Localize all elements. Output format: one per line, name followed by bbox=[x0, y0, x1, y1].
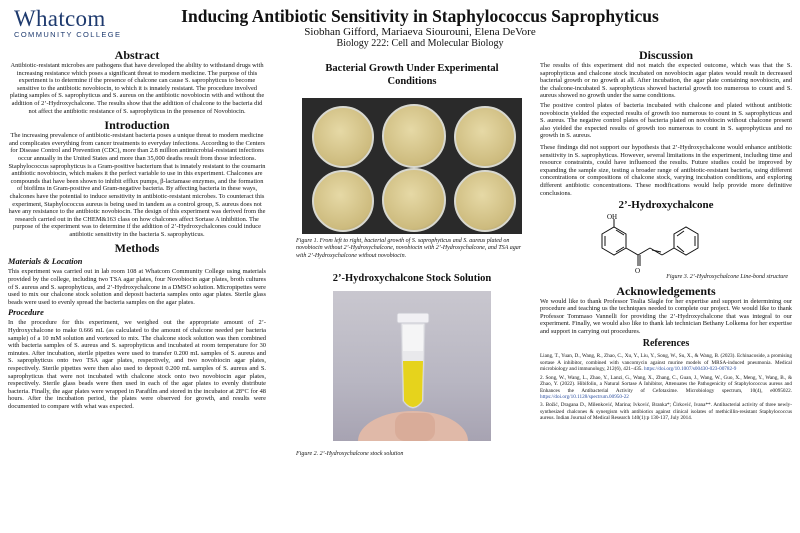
acknowledgements-text: We would like to thank Professor Tealia Slagle for her expertise and support in determining our procedure and teaching us the techniques needed to complete our project. We would like to thank Professor Tommaso Vannelli for providing the 2’-Hydroxychalcone that was integral to our experiment. Finally, we would also like to thank lab technician Bethany Lolkema for her expertise and support in carrying out procedures. bbox=[540, 297, 792, 335]
logo-subtitle: COMMUNITY COLLEGE bbox=[14, 30, 122, 39]
figure3-title: 2’-Hydroxychalcone bbox=[618, 199, 714, 212]
procedure-heading: Procedure bbox=[8, 308, 44, 318]
chalcone-structure bbox=[540, 212, 792, 274]
introduction-text: The increasing prevalence of antibiotic-resistant bacteria poses a unique threat to modern medicine and complicates everything from cancer treatments to everyday infections. According to the Centers for Disease Control and Prevention (CDC), more than 2.8 million antimicrobial-resistant infections occur annually in the United States and more than 35,000 deaths result from those infections. Staphylococcus saprophyticus is a Gram-positive bacterium that is innately resistant to the coumarin antibiotic novobiocin, which makes it the perfect variable to use in this experiment. Chalcones are compounds that have been shown to inhibit efflux pumps, β-lactamase enzymes, and the formation of biofilms in Gram-positive and Gram-negative bacteria. By affecting bacteria in these ways, chalcones have the potential to induce sensitivity in antibiotic-resistant microbes. To counteract this experiment, Staphylococcus aureus is being used in tandem as a control group, S. aureus does not have any resistance to the antibiotic novobiocin. The design of this experiment was derived from the research carried out in the CHEM&163 class on how chalcones affect Sortase A inhibition. The purpose of the experiment was to determine if the addition of 2’-Hydroxychalcones could induce antibiotic sensitivity in the bacteria S. saprophyticus. bbox=[8, 132, 266, 238]
procedure-text: In the procedure for this experiment, we weighed out the appropriate amount of 2’-Hydroxychalcone to make 0.666 mL (as calculated to the amount of chalcone needed per bacteria sample) of a 10 mM solution and vortexed to mix. The chalcone stock solution was then combined with bacteria samples of S. aureus and S. saprophyticus and incubated at room temperature for 30 minutes. After incubation, sterile pipettes were used to transfer 0.200 mL samples of S. aureus and S. saprophyticus onto two TSA agar plates, respectively, and two novobiocin agar plates, respectively. Sterile pipettes were then also used to deposit 0.200 mL samples of S. aureus and S. saprophyticus that were not incubated with chalcone stock onto two novobiocin agar plates, respectively. Sterile glass beads were then used in each of the agar plates to evenly distribute bacteria. Finally, the agar plates were wrapped in Parafilm and stored in the incubator at 28°C for 48 hours. After the incubation period, the plates were observed for growth, and results were documented to compare with what was expected. bbox=[8, 319, 266, 410]
abstract-heading: Abstract bbox=[114, 48, 160, 62]
right-column bbox=[540, 48, 792, 424]
left-column bbox=[8, 48, 266, 413]
reference-1: Liang, T., Yuan, D., Wang, R., Zhao, C., Xu, Y., Liu, Y., Song, W., Su, X., & Wang, B. (2023). Echinacoside, a promising sortase A inhibitor, combined with vancomycin against murine models of MRSA-induced pneumonia. Medical microbiology and immunology, 212(6), 421–435. https://doi.org/10.1007/s00430-023-00782-9 bbox=[540, 353, 792, 373]
reference-3: 3. Božić, Dragana D., Milenković, Marina; Ivković, Branka*; Ćirković, Ivana**. Antibacterial activity of three newly-synthesized chalcones & synergism with antibiotics against clinical isolates of methicillin-resistant Staphylococcus aureus. Indian Journal of Medical Research 140(1):p 130-137, July 2014. bbox=[540, 402, 792, 422]
materials-heading: Materials & Location bbox=[8, 257, 83, 267]
discussion-p3: These findings did not support our hypothesis that 2’-Hydroxychalcone would enhance antibiotic sensitivity in S. saprophyticus. However, several limitations in the experiment, including time and resource constraints, could have influenced the results. Future studies could be improved by expanding the sample size, testing a broader range of antibiotic-resistant bacteria, using different concentrations or compositions of chalcone stock, varying incubation conditions, and exploring different antibiotic concentrations. These modifications would help provide more definitive conclusions. bbox=[540, 143, 792, 197]
discussion-p2: The positive control plates of bacteria incubated with chalcone and plated without antibiotic novobiocin yielded the expected results of growth too numerous to count in S. saprophyticus and S. aureus. The negative control plates of bacteria plated on novobiocin without chalcone present also yielded the expected results of growth too numerous to count in S. saprophyticus and no growth in S. aureus. bbox=[540, 101, 792, 140]
poster-authors: Siobhan Gifford, Mariaeva Siourouni, Elena DeVore bbox=[304, 26, 536, 38]
o-label: O bbox=[635, 267, 641, 275]
vial-illustration bbox=[333, 291, 491, 441]
discussion-p1: The results of this experiment did not match the expected outcome, which was that the S. saprophyticus and chalcone stock incubated on novobiocin agar plates would result in decreased bacterial growth or no growth at all. After incubation, the agar plate containing novobiocin, and the chalcone-incubated S. saprophyticus showed bacterial growth too numerous to count and S. aureus showed no growth under the same conditions. bbox=[540, 62, 792, 100]
figure2-caption: Figure 2. 2’-Hydroxychalcone stock solution bbox=[296, 451, 404, 458]
introduction-heading: Introduction bbox=[104, 118, 170, 133]
references-list bbox=[540, 353, 792, 421]
figure1-title: Bacterial Growth Under Experimental Conditions bbox=[325, 63, 499, 87]
reference-2-link[interactable]: https://doi.org/10.1128/spectrum.00950-22 bbox=[540, 393, 629, 400]
logo-wordmark: Whatcom bbox=[14, 6, 106, 31]
center-column bbox=[290, 62, 534, 469]
references-heading: References bbox=[642, 338, 690, 350]
agar-plates-photo bbox=[302, 98, 522, 234]
discussion-heading: Discussion bbox=[638, 48, 694, 62]
methods-heading: Methods bbox=[114, 241, 160, 256]
oh-label: OH bbox=[607, 213, 618, 222]
poster-course: Biology 222: Cell and Molecular Biology bbox=[336, 38, 504, 49]
reference-1-link[interactable]: https://doi.org/10.1007/s00430-023-00782-9 bbox=[643, 366, 737, 373]
figure3-caption: Figure 3. 2’-Hydroxychalcone Line-bond structure bbox=[666, 274, 788, 281]
abstract-text: Antibiotic-resistant microbes are pathogens that have developed the ability to withstand drugs with increasing resistance which poses a significant threat to modern medicine. The purpose of this experiment is to determine if the presence of chalcone can cause S. saprophyticus to become sensitive to the antibiotic novobiocin, to which it is innately resistant. The procedure involved plating samples of S. saprophyticus and S. aureus on the antibiotic novobiocin with and without the addition of 2’-Hydroxychalcone. The results show that the addition of chalcone to the bacteria did not affect the antibiotic resistance of S. saprophyticus in the presence of Novobiocin. bbox=[9, 62, 265, 115]
materials-text: This experiment was carried out in lab room 108 at Whatcom Community College using materials provided by the college, including two TSA agar plates, four Novobiocin agar plates, broth cultures of S. aureus and S. saprophyticus, and 2’-Hydroxychalcone in a DMSO solution. Micropipettes were used to mix our chalcone stock solution and deposit bacteria samples onto agar plates. Sterile glass beads were used to evenly spread the bacteria samples on the agar plates. bbox=[8, 268, 266, 306]
college-logo bbox=[14, 8, 134, 39]
figure2-title: 2’-Hydroxychalcone Stock Solution bbox=[332, 273, 492, 285]
acknowledgements-heading: Acknowledgements bbox=[616, 283, 716, 298]
reference-2: 2. Song, W., Wang, L., Zhao, Y., Lanzi, G., Wang, X., Zhang, C., Guan, J., Wang, W., Guo, X., Meng, Y., Wang, B., & Zhao, Y. (2022). Hibifolin, a Natural Sortase A Inhibitor, Attenuates the Pathogenicity of Staphylococcus aureus and Enhances the Antibacterial Activity of Cefotaxime. Microbiology spectrum, 10(4), e0095022. https://doi.org/10.1128/spectrum.00950-22 bbox=[540, 374, 792, 400]
figure1-caption: Figure 1. From left to right, bacterial growth of S. saprophyticus and S. aureus plated on novobiocin without 2’-Hydroxychalcone, novobiocin with 2’-Hydroxychalcone, and TSA agar with 2’-Hydroxychalcone without novobiocin. bbox=[296, 238, 522, 259]
stock-solution-photo bbox=[333, 291, 491, 441]
poster-title: Inducing Antibiotic Sensitivity in Staphylococcus Saprophyticus bbox=[181, 6, 659, 26]
